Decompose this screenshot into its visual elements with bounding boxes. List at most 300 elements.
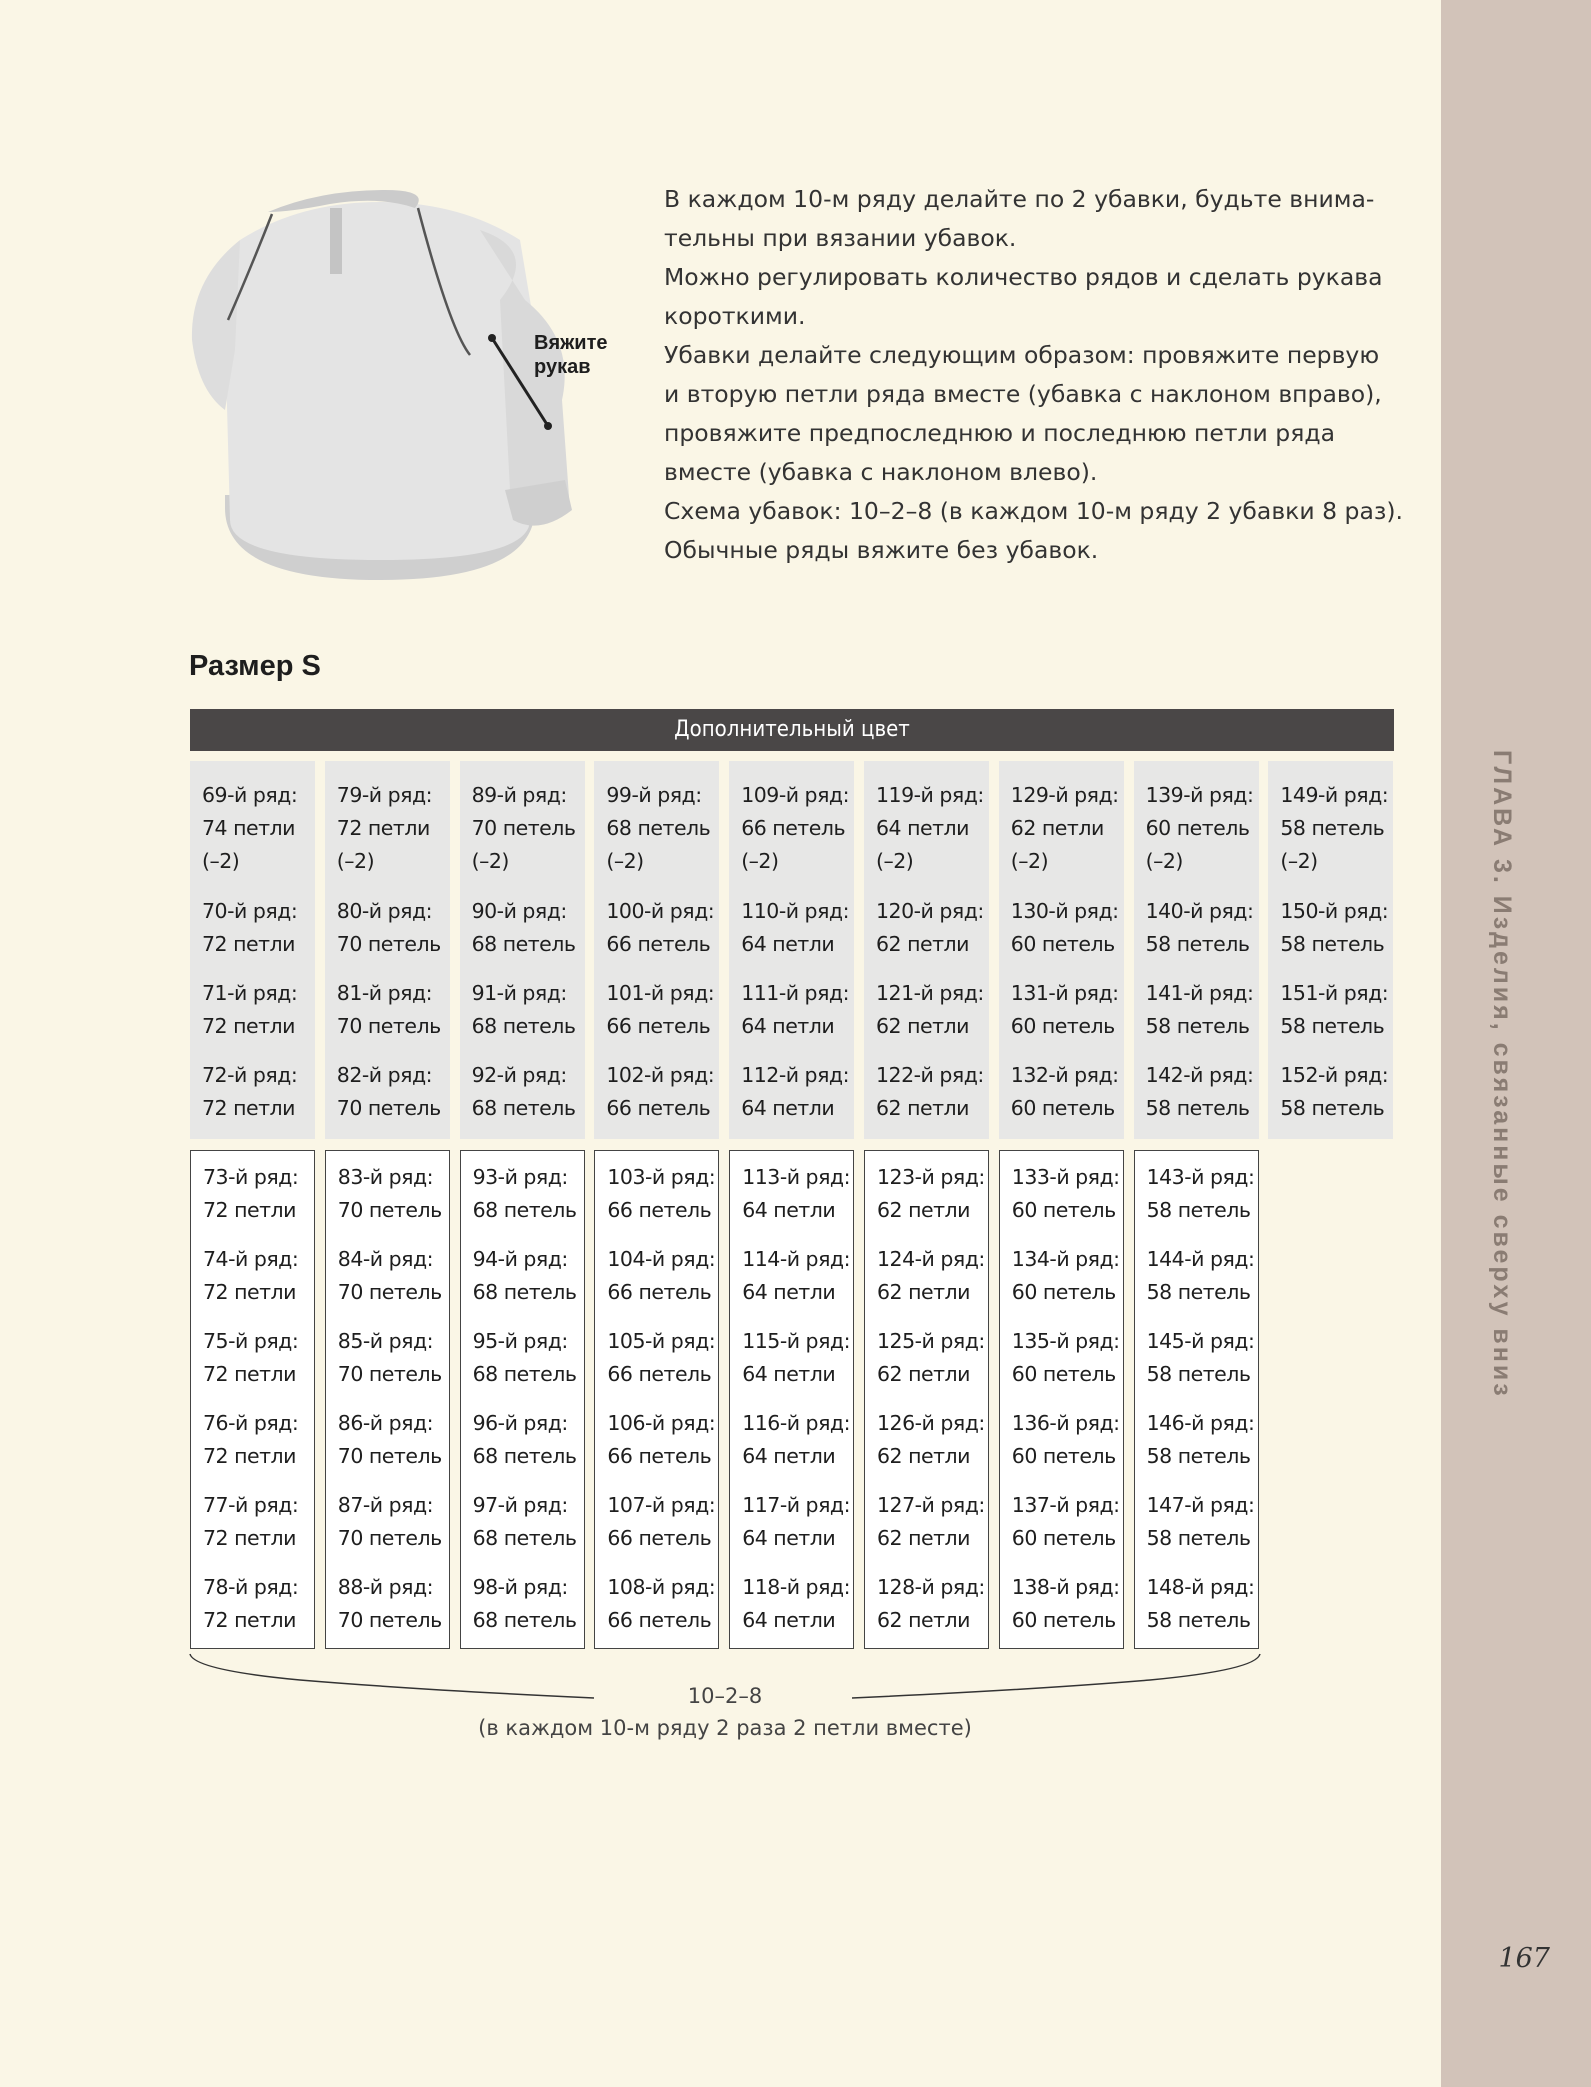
indicator-dot-bottom <box>544 422 552 430</box>
row-cell <box>1012 1571 1132 1637</box>
row-cell <box>742 1243 862 1309</box>
row-cell-line: 72 петли <box>203 1198 296 1222</box>
row-cell-line: (–2) <box>741 849 779 873</box>
row-cell-line: 87-й ряд: <box>337 1493 434 1517</box>
row-cell-line: 66 петель <box>606 1096 711 1120</box>
row-cell-line: 58 петель <box>1280 932 1385 956</box>
row-cell-line: 113-й ряд: <box>742 1165 850 1189</box>
row-cell <box>877 1407 997 1473</box>
row-cell-line: 139-й ряд: <box>1145 783 1254 807</box>
row-cell-line: 148-й ряд: <box>1146 1575 1255 1599</box>
top-column <box>1134 761 1259 1139</box>
row-cell-line: 58 петель <box>1146 1608 1251 1632</box>
row-cell-line: 64 петли <box>742 1526 836 1550</box>
row-cell-line: 82-й ряд: <box>336 1063 433 1087</box>
row-cell-line: 92-й ряд: <box>471 1063 567 1087</box>
row-cell-line: 58 петель <box>1146 1444 1251 1468</box>
row-cell-line: 79-й ряд: <box>336 783 433 807</box>
row-cell-line: 96-й ряд: <box>472 1411 568 1435</box>
row-cell-line: 62 петли <box>876 1014 969 1038</box>
row-cell-line: 64 петли <box>742 1362 836 1386</box>
row-cell <box>338 1325 458 1391</box>
row-cell-line: 134-й ряд: <box>1011 1247 1120 1271</box>
row-cell-line: 93-й ряд: <box>472 1165 568 1189</box>
bottom-column <box>1134 1150 1259 1649</box>
row-cell-line: 76-й ряд: <box>203 1411 299 1435</box>
row-cell-line: 70 петель <box>337 1280 442 1304</box>
row-cell-line: 62 петли <box>1010 816 1104 840</box>
chapter-title: ГЛАВА 3. Изделия, связанные сверху вниз <box>1488 750 1516 1399</box>
row-cell-line: 58 петель <box>1145 1096 1250 1120</box>
row-cell <box>202 895 322 961</box>
top-column <box>190 761 315 1139</box>
row-cell-line: 62 петли <box>877 1198 970 1222</box>
row-cell-line: 132-й ряд: <box>1010 1063 1119 1087</box>
row-cell-line: (–2) <box>1145 849 1183 873</box>
row-cell-line: 58 петель <box>1280 816 1385 840</box>
intro-line: тельны при вязании убавок. <box>664 224 1017 252</box>
row-cell-line: 71-й ряд: <box>202 981 298 1005</box>
row-cell-line: 106-й ряд: <box>607 1411 716 1435</box>
row-cell-line: 104-й ряд: <box>607 1247 716 1271</box>
row-cell-line: 64 петли <box>742 1444 836 1468</box>
row-cell-line: 101-й ряд: <box>606 981 715 1005</box>
row-cell <box>337 977 457 1043</box>
row-cell-line: 138-й ряд: <box>1011 1575 1120 1599</box>
row-cell-line: 60 петель <box>1011 1362 1116 1386</box>
row-cell-line: 66 петель <box>607 1280 712 1304</box>
row-cell <box>1012 1243 1132 1309</box>
row-cell <box>473 1407 593 1473</box>
row-cell-line: 68 петель <box>472 1198 577 1222</box>
row-cell <box>473 1325 593 1391</box>
row-cell-line: (–2) <box>1280 849 1318 873</box>
row-cell-line: 62 петли <box>877 1444 970 1468</box>
row-cell-line: 137-й ряд: <box>1011 1493 1120 1517</box>
row-cell-line: 68 петель <box>472 1608 577 1632</box>
intro-line: провяжите предпоследнюю и последнюю петли ряда <box>664 419 1335 447</box>
row-cell-line: 125-й ряд: <box>877 1329 985 1353</box>
row-cell <box>1147 1325 1267 1391</box>
row-cell-line: 150-й ряд: <box>1280 899 1389 923</box>
bottom-column <box>729 1150 854 1649</box>
row-cell-line: 66 петель <box>607 1362 712 1386</box>
row-cell-line: 64 петли <box>742 1608 836 1632</box>
row-cell-line: 58 петель <box>1145 1014 1250 1038</box>
row-cell-line: 58 петель <box>1280 1096 1385 1120</box>
row-cell <box>338 1161 458 1227</box>
row-cell-line: 83-й ряд: <box>337 1165 434 1189</box>
row-cell-line: 72 петли <box>336 816 430 840</box>
row-cell <box>741 779 861 878</box>
row-cell-line: 141-й ряд: <box>1145 981 1254 1005</box>
row-cell-line: 68 петель <box>471 932 576 956</box>
row-cell-line: 133-й ряд: <box>1011 1165 1120 1189</box>
row-cell <box>472 779 592 878</box>
scheme-note-line2: (в каждом 10-м ряду 2 раза 2 петли вместе) <box>478 1716 972 1740</box>
row-cell-line: 94-й ряд: <box>472 1247 568 1271</box>
row-cell <box>607 1571 727 1637</box>
row-cell-line: 70 петель <box>337 1608 442 1632</box>
row-cell-line: 73-й ряд: <box>203 1165 299 1189</box>
row-cell <box>606 977 726 1043</box>
row-cell-line: 72-й ряд: <box>202 1063 298 1087</box>
row-cell-line: 99-й ряд: <box>606 783 702 807</box>
row-cell-line: 152-й ряд: <box>1280 1063 1389 1087</box>
row-cell-line: 100-й ряд: <box>606 899 715 923</box>
row-cell-line: 105-й ряд: <box>607 1329 716 1353</box>
row-cell-line: 60 петель <box>1010 1014 1115 1038</box>
row-cell <box>1011 895 1131 961</box>
row-cell-line: 70 петель <box>336 932 441 956</box>
row-cell <box>472 1059 592 1125</box>
row-cell <box>203 1489 323 1555</box>
row-cell <box>742 1161 862 1227</box>
row-cell <box>877 1571 997 1637</box>
intro-line: вместе (убавка с наклоном влево). <box>664 458 1098 486</box>
row-cell-line: 84-й ряд: <box>337 1247 434 1271</box>
row-cell-line: 70-й ряд: <box>202 899 298 923</box>
row-cell-line: 64 петли <box>876 816 969 840</box>
row-cell <box>337 895 457 961</box>
row-cell <box>338 1489 458 1555</box>
row-cell <box>1011 977 1131 1043</box>
row-cell-line: 58 петель <box>1146 1526 1251 1550</box>
row-cell-line: 129-й ряд: <box>1010 783 1119 807</box>
row-cell-line: 121-й ряд: <box>876 981 984 1005</box>
bottom-column <box>460 1150 585 1649</box>
row-cell <box>473 1571 593 1637</box>
row-cell <box>877 1325 997 1391</box>
row-cell-line: 115-й ряд: <box>742 1329 850 1353</box>
row-cell-line: 66 петель <box>606 932 711 956</box>
table-header: Дополнительный цвет <box>190 709 1394 751</box>
row-cell <box>877 1489 997 1555</box>
intro-line: Схема убавок: 10–2–8 (в каждом 10-м ряду 2 убавки 8 раз). <box>664 497 1403 525</box>
row-cell <box>607 1325 727 1391</box>
row-cell <box>337 1059 457 1125</box>
row-cell <box>473 1243 593 1309</box>
top-column <box>325 761 450 1139</box>
row-cell-line: 70 петель <box>337 1444 442 1468</box>
intro-line: короткими. <box>664 302 806 330</box>
row-cell-line: 68 петель <box>472 1444 577 1468</box>
size-title: Размер S <box>189 650 321 682</box>
row-cell <box>1280 779 1400 878</box>
row-cell-line: 108-й ряд: <box>607 1575 716 1599</box>
row-cell-line: 60 петель <box>1011 1526 1116 1550</box>
row-cell-line: 117-й ряд: <box>742 1493 850 1517</box>
row-cell-line: 103-й ряд: <box>607 1165 716 1189</box>
row-cell-line: 68 петель <box>471 1096 576 1120</box>
row-cell-line: 62 петли <box>876 932 969 956</box>
row-cell-line: 111-й ряд: <box>741 981 849 1005</box>
row-cell <box>741 977 861 1043</box>
row-cell <box>607 1407 727 1473</box>
row-cell-line: 68 петель <box>472 1362 577 1386</box>
row-cell <box>606 1059 726 1125</box>
row-cell-line: 74 петли <box>202 816 295 840</box>
row-cell-line: 64 петли <box>741 932 835 956</box>
row-cell-line: 70 петель <box>471 816 576 840</box>
row-cell <box>607 1489 727 1555</box>
row-cell-line: 146-й ряд: <box>1146 1411 1255 1435</box>
row-cell <box>1280 1059 1400 1125</box>
row-cell-line: 64 петли <box>741 1096 835 1120</box>
row-cell-line: 110-й ряд: <box>741 899 849 923</box>
row-cell-line: (–2) <box>471 849 509 873</box>
row-cell-line: 119-й ряд: <box>876 783 984 807</box>
row-cell-line: 124-й ряд: <box>877 1247 985 1271</box>
row-cell-line: 60 петель <box>1011 1198 1116 1222</box>
row-cell-line: 66 петель <box>607 1608 712 1632</box>
sweater-illustration <box>180 190 610 590</box>
row-cell-line: 72 петли <box>202 932 295 956</box>
row-cell-line: 70 петель <box>337 1362 442 1386</box>
row-cell-line: 69-й ряд: <box>202 783 298 807</box>
row-cell <box>1012 1489 1132 1555</box>
row-cell-line: 72 петли <box>203 1280 296 1304</box>
row-cell-line: 68 петель <box>471 1014 576 1038</box>
illustration-label-line2: рукав <box>534 356 591 378</box>
row-cell-line: 142-й ряд: <box>1145 1063 1254 1087</box>
row-cell-line: 70 петель <box>336 1096 441 1120</box>
row-cell <box>202 779 322 878</box>
row-cell-line: 107-й ряд: <box>607 1493 716 1517</box>
row-cell-line: 123-й ряд: <box>877 1165 985 1189</box>
row-cell-line: 66 петель <box>607 1444 712 1468</box>
row-cell-line: 58 петель <box>1280 1014 1385 1038</box>
row-cell-line: 58 петель <box>1146 1362 1251 1386</box>
row-cell-line: 147-й ряд: <box>1146 1493 1255 1517</box>
row-cell-line: 112-й ряд: <box>741 1063 849 1087</box>
row-cell <box>1146 1059 1266 1125</box>
row-cell-line: 102-й ряд: <box>606 1063 715 1087</box>
top-column <box>460 761 585 1139</box>
row-cell <box>202 1059 322 1125</box>
row-cell-line: 120-й ряд: <box>876 899 984 923</box>
row-cell-line: 64 петли <box>742 1280 836 1304</box>
row-cell-line: 116-й ряд: <box>742 1411 850 1435</box>
row-cell <box>1012 1161 1132 1227</box>
top-column <box>729 761 854 1139</box>
intro-line: Обычные ряды вяжите без убавок. <box>664 536 1099 564</box>
bottom-column <box>864 1150 989 1649</box>
row-cell-line: 60 петель <box>1011 1444 1116 1468</box>
scheme-note <box>440 1680 1010 1744</box>
row-cell <box>1280 977 1400 1043</box>
row-cell-line: 68 петель <box>472 1280 577 1304</box>
row-cell-line: 68 петель <box>606 816 711 840</box>
row-cell-line: 58 петель <box>1146 1280 1251 1304</box>
row-cell <box>741 895 861 961</box>
bottom-column <box>594 1150 719 1649</box>
row-cell-line: 149-й ряд: <box>1280 783 1389 807</box>
row-cell-line: 64 петли <box>742 1198 836 1222</box>
row-cell <box>1146 895 1266 961</box>
row-cell-line: 122-й ряд: <box>876 1063 984 1087</box>
chapter-sidebar <box>1441 0 1591 2087</box>
row-cell <box>472 977 592 1043</box>
row-cell-line: 68 петель <box>472 1526 577 1550</box>
row-cell-line: 62 петли <box>877 1526 970 1550</box>
row-cell <box>203 1161 323 1227</box>
row-cell <box>876 779 996 878</box>
row-cell <box>203 1407 323 1473</box>
row-cell-line: 151-й ряд: <box>1280 981 1389 1005</box>
row-cell <box>1012 1407 1132 1473</box>
row-cell-line: 62 петли <box>877 1608 970 1632</box>
row-cell-line: 90-й ряд: <box>471 899 567 923</box>
row-cell-line: 72 петли <box>203 1608 296 1632</box>
row-cell <box>1280 895 1400 961</box>
row-cell-line: 60 петель <box>1145 816 1250 840</box>
row-cell-line: (–2) <box>606 849 644 873</box>
row-cell-line: 140-й ряд: <box>1145 899 1254 923</box>
row-cell <box>472 895 592 961</box>
page-number: 167 <box>1498 1943 1550 1974</box>
top-column <box>1268 761 1393 1139</box>
row-cell-line: (–2) <box>1010 849 1049 873</box>
row-cell-line: 70 петель <box>337 1198 442 1222</box>
row-cell-line: 78-й ряд: <box>203 1575 299 1599</box>
row-cell-line: 62 петли <box>877 1362 970 1386</box>
row-cell-line: 136-й ряд: <box>1011 1411 1120 1435</box>
row-cell-line: 145-й ряд: <box>1146 1329 1255 1353</box>
row-cell-line: (–2) <box>202 849 240 873</box>
row-cell-line: 95-й ряд: <box>472 1329 568 1353</box>
row-cell-line: 77-й ряд: <box>203 1493 299 1517</box>
row-cell <box>606 895 726 961</box>
row-cell <box>876 895 996 961</box>
row-cell <box>742 1407 862 1473</box>
row-cell-line: 114-й ряд: <box>742 1247 850 1271</box>
row-cell <box>742 1571 862 1637</box>
row-cell-line: 66 петель <box>741 816 846 840</box>
row-cell-line: 66 петель <box>606 1014 711 1038</box>
row-cell-line: 81-й ряд: <box>336 981 433 1005</box>
row-cell-line: (–2) <box>876 849 914 873</box>
row-cell-line: 60 петель <box>1010 1096 1115 1120</box>
row-cell <box>1147 1489 1267 1555</box>
row-cell-line: 88-й ряд: <box>337 1575 434 1599</box>
row-cell <box>338 1571 458 1637</box>
intro-text <box>664 180 1404 570</box>
row-cell <box>1147 1571 1267 1637</box>
intro-line: В каждом 10-м ряду делайте по 2 убавки, будьте внима- <box>664 185 1375 213</box>
row-cell-line: 72 петли <box>202 1096 295 1120</box>
row-cell-line: 118-й ряд: <box>742 1575 850 1599</box>
row-cell <box>338 1243 458 1309</box>
top-column <box>594 761 719 1139</box>
row-cell-line: 60 петель <box>1011 1608 1116 1632</box>
row-cell-line: 75-й ряд: <box>203 1329 299 1353</box>
row-cell <box>1146 779 1266 878</box>
row-cell <box>1012 1325 1132 1391</box>
row-cell-line: 109-й ряд: <box>741 783 849 807</box>
neck-placket <box>330 208 342 274</box>
row-cell <box>203 1243 323 1309</box>
row-cell <box>473 1489 593 1555</box>
row-cell <box>203 1571 323 1637</box>
row-cell <box>742 1325 862 1391</box>
row-cell <box>1147 1407 1267 1473</box>
row-cell-line: 62 петли <box>877 1280 970 1304</box>
row-cell-line: 64 петли <box>741 1014 835 1038</box>
row-cell-line: 131-й ряд: <box>1010 981 1119 1005</box>
intro-line: Можно регулировать количество рядов и сделать рукава <box>664 263 1383 291</box>
row-cell-line: 60 петель <box>1010 932 1115 956</box>
row-cell <box>203 1325 323 1391</box>
bottom-column <box>325 1150 450 1649</box>
row-cell-line: 72 петли <box>203 1444 296 1468</box>
bottom-column <box>190 1150 315 1649</box>
top-column <box>864 761 989 1139</box>
row-cell <box>473 1161 593 1227</box>
intro-line: и вторую петли ряда вместе (убавка с наклоном вправо), <box>664 380 1382 408</box>
row-cell-line: 72 петли <box>203 1362 296 1386</box>
row-cell <box>607 1243 727 1309</box>
illustration-label-line1: Вяжите <box>534 332 608 354</box>
row-cell-line: 62 петли <box>876 1096 969 1120</box>
row-cell-line: 72 петли <box>202 1014 295 1038</box>
row-cell <box>877 1161 997 1227</box>
row-cell-line: 126-й ряд: <box>877 1411 985 1435</box>
row-cell <box>1011 779 1131 878</box>
row-cell-line: 66 петель <box>607 1526 712 1550</box>
row-cell <box>1147 1243 1267 1309</box>
row-cell-line: 127-й ряд: <box>877 1493 985 1517</box>
row-cell <box>742 1489 862 1555</box>
row-cell-line: 70 петель <box>337 1526 442 1550</box>
row-cell-line: 58 петель <box>1145 932 1250 956</box>
row-cell-line: (–2) <box>336 849 375 873</box>
row-cell <box>877 1243 997 1309</box>
row-cell-line: 66 петель <box>607 1198 712 1222</box>
row-cell <box>202 977 322 1043</box>
row-cell-line: 91-й ряд: <box>471 981 567 1005</box>
row-cell-line: 98-й ряд: <box>472 1575 568 1599</box>
row-cell <box>1011 1059 1131 1125</box>
row-cell-line: 144-й ряд: <box>1146 1247 1255 1271</box>
row-cell-line: 58 петель <box>1146 1198 1251 1222</box>
row-cell-line: 74-й ряд: <box>203 1247 299 1271</box>
row-cell-line: 80-й ряд: <box>336 899 433 923</box>
row-cell <box>876 1059 996 1125</box>
row-cell-line: 135-й ряд: <box>1011 1329 1120 1353</box>
row-cell-line: 128-й ряд: <box>877 1575 985 1599</box>
row-cell-line: 70 петель <box>336 1014 441 1038</box>
row-cell-line: 130-й ряд: <box>1010 899 1119 923</box>
row-cell <box>1147 1161 1267 1227</box>
top-column <box>999 761 1124 1139</box>
row-cell-line: 86-й ряд: <box>337 1411 434 1435</box>
sweater-body <box>225 202 535 560</box>
bottom-column <box>999 1150 1124 1649</box>
row-cell-line: 97-й ряд: <box>472 1493 568 1517</box>
scheme-note-line1: 10–2–8 <box>687 1684 763 1708</box>
row-cell-line: 85-й ряд: <box>337 1329 434 1353</box>
row-cell <box>337 779 457 878</box>
intro-line: Убавки делайте следующим образом: провяжите первую <box>664 341 1380 369</box>
row-cell <box>741 1059 861 1125</box>
row-cell <box>338 1407 458 1473</box>
row-cell <box>606 779 726 878</box>
row-cell <box>1146 977 1266 1043</box>
row-cell-line: 89-й ряд: <box>471 783 567 807</box>
row-cell-line: 60 петель <box>1011 1280 1116 1304</box>
row-cell <box>607 1161 727 1227</box>
